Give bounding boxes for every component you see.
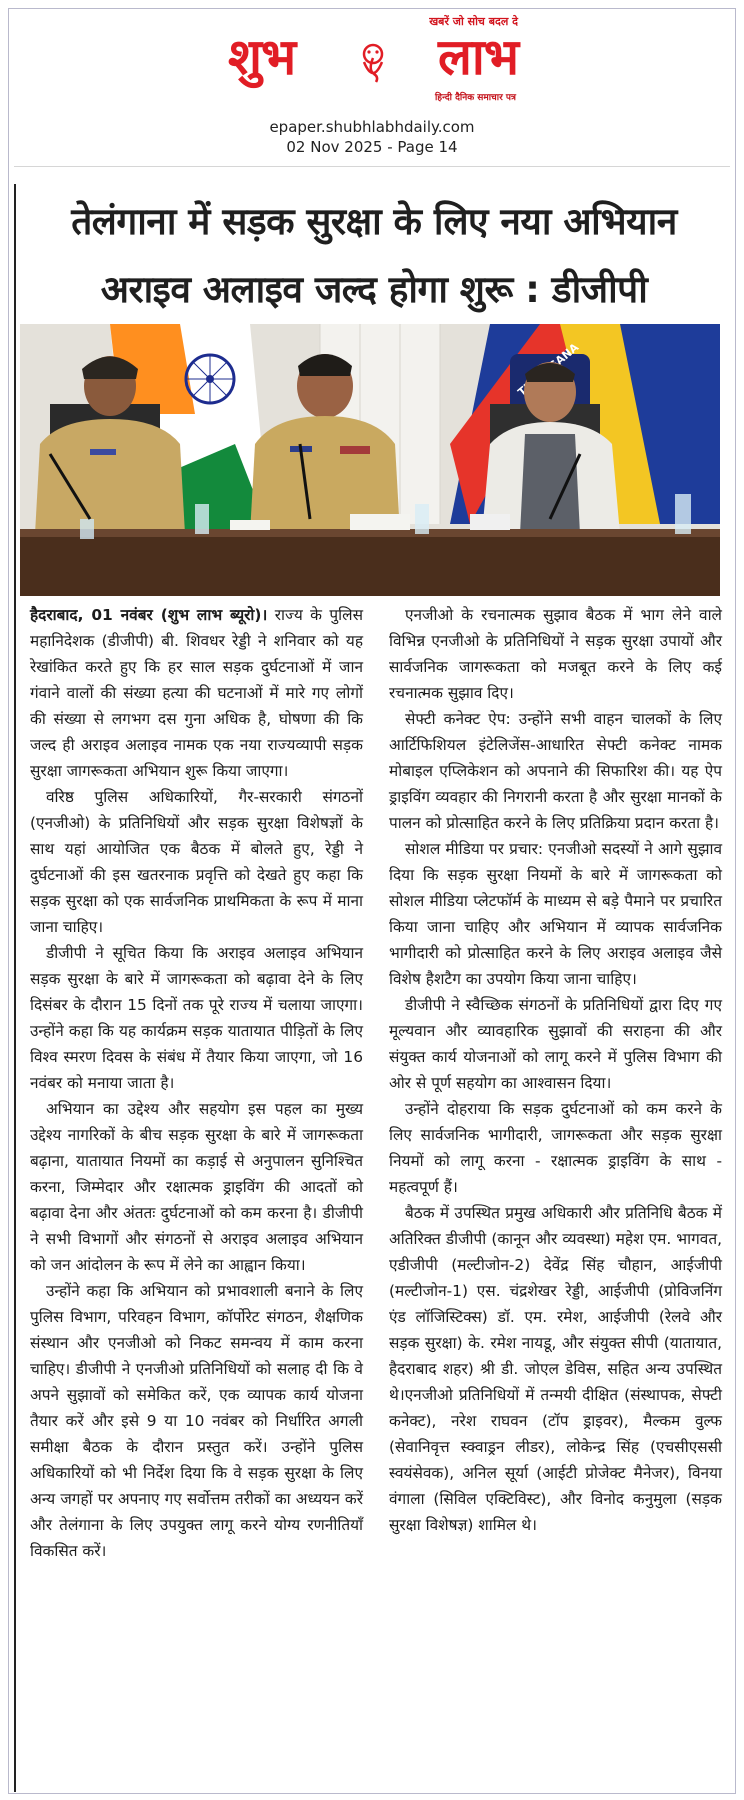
paragraph: डीजीपी ने स्वैच्छिक संगठनों के प्रतिनिधियों द्वारा दिए गए मूल्यवान और व्यावहारिक सुझावों की सराहना की और संयुक्त कार्य योजनाओं को लागू करने में पुलिस विभाग की ओर से पूर्ण सहयोग का आश्वासन दिया।: [389, 996, 722, 1092]
paragraph: सेफ्टी कनेक्ट ऐप: उन्होंने सभी वाहन चालकों के लिए आर्टिफिशियल इंटेलिजेंस-आधारित सेफ्टी कनेक्ट नामक मोबाइल एप्लिकेशन को अपनाने की सिफारिश की। यह ऐप ड्राइविंग व्यवहार की निगरानी करता है और सुरक्षा मानकों के पालन को प्रोत्साहित करने के लिए प्रतिक्रिया प्रदान करता है।: [389, 710, 723, 832]
newspaper-logo[interactable]: [222, 14, 522, 110]
headline-line-1: तेलंगाना में सड़क सुरक्षा के लिए नया अभियान: [71, 200, 677, 243]
paragraph: उन्होंने दोहराया कि सड़क दुर्घटनाओं को कम करने के लिए सार्वजनिक भागीदारी, जागरूकता और सड़क सुरक्षा नियमों को लागू करना - रक्षात्मक ड्राइविंग के साथ - महत्वपूर्ण हैं।: [389, 1100, 722, 1196]
paragraph: अभियान का उद्देश्य और सहयोग इस पहल का मुख्य उद्देश्य नागरिकों के बीच सड़क सुरक्षा के बारे में जागरूकता बढ़ाना, यातायात नियमों का कड़ाई से अनुपालन सुनिश्चित करना, जिम्मेदार और रक्षात्मक ड्राइविंग की आदतों को बढ़ावा देना और अंततः दुर्घटनाओं को कम करना है। डीजीपी ने सभी विभागों और संगठनों से अराइव अलाइव अभियान को जन आंदोलन के रूप में लेने का आह्वान किया।: [30, 1100, 363, 1274]
logo-tagline: खबरें जो सोच बदल दे: [429, 15, 518, 28]
headline-line-2: अराइव अलाइव जल्द होगा शुरू : डीजीपी: [100, 268, 648, 311]
ganesha-emblem-icon: [354, 40, 392, 86]
article-column-1: [30, 602, 363, 1564]
paragraph: बैठक में उपस्थित प्रमुख अधिकारी और प्रतिनिधि बैठक में अतिरिक्त डीजीपी (कानून और व्यवस्था) महेश एम. भागवत, एडीजीपी (मल्टीजोन-2) देवेंद्र सिंह चौहान, आईजीपी (मल्टीजोन-1) एस. चंद्रशेखर रेड्डी, आईजीपी (प्रोविजनिंग एंड लॉजिस्टिक्स) डॉ. एम. रमेश, आईजीपी (रेलवे और सड़क सुरक्षा) के. रमेश नायडू, और संयुक्त सीपी (यातायात, हैदराबाद शहर) श्री डी. जोएल डेविस, सहित अन्य उपस्थित थे।एनजीओ प्रतिनिधियों में तन्मयी दीक्षित (संस्थापक, सेफ्टी कनेक्ट), नरेश राघवन (टॉप ड्राइवर), मैल्कम वुल्फ (सेवानिवृत्त स्क्वाड्रन लीडर), लोकेन्द्र सिंह (एचसीएससी स्वयंसेवक), अनिल सूर्या (आईटी प्रोजेक्ट मैनेजर), विनया वंगाला (सिविल एक्टिविस्ट), और विनोद कनुमुला (सड़क सुरक्षा विशेषज्ञ) शामिल थे।: [389, 1204, 722, 1534]
dateline: हैदराबाद, 01 नवंबर (शुभ लाभ ब्यूरो)।: [30, 606, 268, 624]
paragraph: वरिष्ठ पुलिस अधिकारियों, गैर-सरकारी संगठनों (एनजीओ) के प्रतिनिधियों और सड़क सुरक्षा विशेषज्ञों के साथ यहां आयोजित एक बैठक में बोलते हुए, रेड्डी ने दुर्घटनाओं की इस खतरनाक प्रवृत्ति को देखते हुए कहा कि सड़क सुरक्षा को एक सार्वजनिक प्राथमिकता के रूप में माना जाना चाहिए।: [30, 788, 363, 936]
masthead-divider: [14, 166, 730, 167]
edition-date-page: 02 Nov 2025 - Page 14: [286, 138, 458, 156]
masthead: [0, 14, 744, 164]
paragraph-text: राज्य के पुलिस महानिदेशक (डीजीपी) बी. शिवधर रेड्डी ने शनिवार को यह रेखांकित करते हुए कि हर साल सड़क दुर्घटनाओं में जान गंवाने वालों की संख्या हत्या की घटनाओं में मारे गए लोगों की संख्या से लगभग दस गुना अधिक है, घोषणा की कि जल्द ही अराइव अलाइव नामक एक नया राज्यव्यापी सड़क सुरक्षा जागरूकता अभियान शुरू किया जाएगा।: [30, 606, 363, 780]
paragraph: डीजीपी ने सूचित किया कि अराइव अलाइव अभियान सड़क सुरक्षा के बारे में जागरूकता को बढ़ावा देने के लिए दिसंबर के दौरान 15 दिनों तक पूरे राज्य में चलाया जाएगा। उन्होंने कहा कि यह कार्यक्रम सड़क यातायात पीड़ितों के लिए विश्व स्मरण दिवस के संबंध में तैयार किया जाएगा, जो 16 नवंबर को मनाया जाता है।: [30, 944, 363, 1092]
logo-subtitle: हिन्दी दैनिक समाचार पत्र: [434, 93, 516, 103]
article-photo: [20, 324, 720, 596]
article-body: [30, 602, 722, 1564]
site-url[interactable]: epaper.shubhlabhdaily.com: [269, 118, 475, 136]
paragraph-lead: [30, 602, 363, 784]
logo-word-shubh: शुभ: [228, 28, 296, 86]
paragraph: उन्होंने कहा कि अभियान को प्रभावशाली बनाने के लिए पुलिस विभाग, परिवहन विभाग, कॉर्पोरेट संगठन, शैक्षणिक संस्थान और एनजीओ को निकट समन्वय में काम करना चाहिए। डीजीपी ने एनजीओ प्रतिनिधियों को सलाह दी कि वे अपने सुझावों को समेकित करें, एक व्यापक कार्य योजना तैयार करें और इसे 9 या 10 नवंबर को निर्धारित अगली समीक्षा बैठक के दौरान प्रस्तुत करें। उन्होंने पुलिस अधिकारियों को भी निर्देश दिया कि वे सड़क सुरक्षा के लिए अन्य जगहों पर अपनाए गए सर्वोत्तम तरीकों का अध्ययन करें और तेलंगाना के लिए उपयुक्त लागू करने योग्य रणनीतियाँ विकसित करें।: [30, 1282, 363, 1560]
logo-word-labh: लाभ: [438, 28, 518, 86]
meeting-photo-illustration: [20, 324, 720, 596]
article-column-2: [389, 602, 722, 1564]
paragraph: एनजीओ के रचनात्मक सुझाव बैठक में भाग लेने वाले विभिन्न एनजीओ के प्रतिनिधियों ने सड़क सुरक्षा उपायों और सार्वजनिक जागरूकता को मजबूत करने के लिए कई रचनात्मक सुझाव दिए।: [389, 606, 722, 702]
paragraph: सोशल मीडिया पर प्रचार: एनजीओ सदस्यों ने आगे सुझाव दिया कि सड़क सुरक्षा नियमों के बारे में जागरूकता को सोशल मीडिया प्लेटफॉर्म के माध्यम से बड़े पैमाने पर प्रचारित किया जाना चाहिए और अभियान में व्यापक सार्वजनिक भागीदारी को प्रोत्साहित करने के लिए अराइव अलाइव जैसे विशेष हैशटैग का उपयोग किया जाना चाहिए।: [389, 840, 722, 988]
article: [14, 184, 732, 1792]
